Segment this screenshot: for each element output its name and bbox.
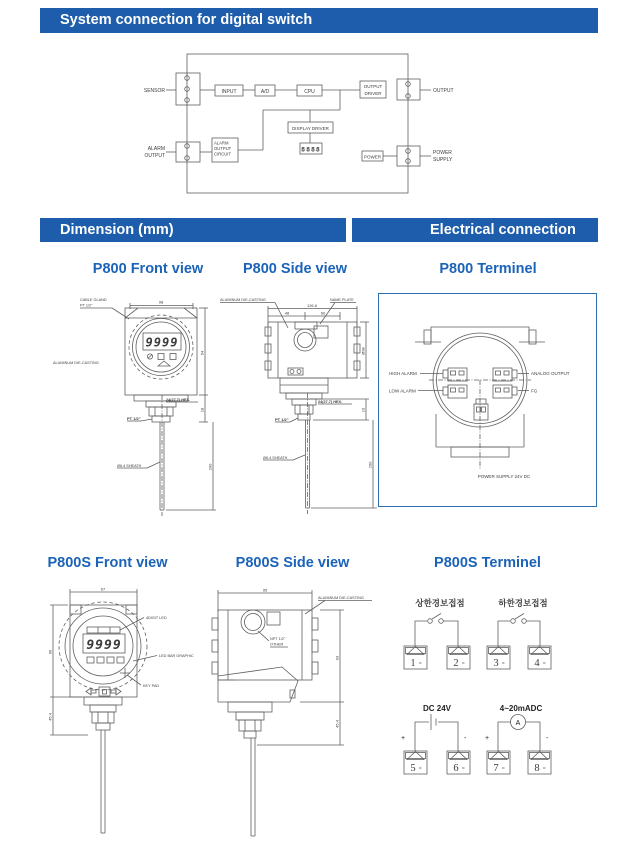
section-header-electrical-label: Electrical connection: [430, 222, 576, 238]
block-diagram-frame: [187, 54, 408, 193]
alarm-circuit-label-3: CIRCUIT: [214, 151, 231, 157]
switch-symbol-lower: [498, 614, 540, 647]
display-driver-label: DISPLAY DRIVER: [292, 126, 329, 131]
analog-output-label: ANALOG OUTPUT: [531, 371, 570, 376]
power-supply-label: POWER SUPPLY 24V DC: [477, 474, 531, 479]
sensor-label: SENSOR: [143, 88, 165, 94]
output-connector: [397, 79, 420, 100]
terminal-5: [404, 751, 427, 774]
alarm-terminal-blocks: [443, 368, 467, 398]
terminal-3: [487, 646, 510, 669]
dim-96: 96: [47, 649, 53, 655]
aluminum-label: ALUMINUM DIE-CASTING: [220, 298, 266, 302]
name-plate-label: NAME PLATE: [330, 298, 354, 302]
terminal-7-number: 7: [493, 763, 499, 774]
alarm-circuit-label-2: OUTPUT: [214, 146, 232, 151]
p800-side-drawing: [213, 288, 378, 525]
section-header-system-connection: [40, 8, 598, 33]
p800-side-title: P800 Side view: [243, 261, 347, 277]
terminal-4: [528, 646, 551, 669]
pt-label: PT 1/2": [275, 417, 289, 422]
power-label: POWER: [363, 154, 382, 160]
p800-front-drawing: [28, 288, 220, 525]
fg-label: FG: [531, 388, 538, 394]
section-header-electrical: [352, 218, 598, 242]
dim-10: 10: [360, 407, 366, 413]
terminal-4-number: 4: [534, 658, 540, 669]
minus-sign-ma: -: [546, 735, 549, 742]
hex-label: 24(27.7) HEX.: [166, 398, 191, 402]
name-plate: [314, 326, 328, 338]
led-bar-label: LED BAR GRAPHIC: [159, 654, 194, 658]
terminal-8-number: 8: [534, 763, 540, 774]
p800s-front-display-value: 9999: [86, 638, 122, 653]
p800s-side-drawing: [205, 583, 380, 841]
power-supply-label-2: SUPPLY: [433, 157, 453, 163]
pt-label: PT 1/2": [127, 416, 141, 421]
output-terminal-blocks: [493, 368, 517, 398]
terminal-2-number: 2: [453, 658, 459, 669]
output-driver-label-1: OUTPUT: [363, 84, 383, 89]
section-header-dimension: [40, 218, 346, 242]
p800s-terminal-drawing: [393, 588, 608, 828]
p800-front-title: P800 Front view: [92, 261, 204, 277]
aluminum-label: ALUMINUM DIE-CASTING: [318, 596, 364, 600]
dim-64: 64: [199, 350, 205, 356]
p800-terminal-title: P800 Terminel: [439, 261, 537, 277]
terminal-6-number: 6: [453, 763, 459, 774]
dim-48: 48: [284, 310, 290, 316]
p800s-side-title: P800S Side view: [235, 555, 350, 571]
terminal-7: [487, 751, 510, 774]
dim-126-6: 126.6: [306, 303, 318, 308]
p800-front-body: [125, 308, 197, 395]
input-label: INPUT: [221, 89, 237, 95]
alarm-output-label-2: OUTPUT: [144, 153, 165, 159]
terminal-3-number: 3: [493, 658, 499, 669]
p800s-front-title: P800S Front view: [47, 555, 168, 571]
p800-terminal-drawing: [379, 294, 595, 505]
sheath-label: Ø6.4 SHEATH: [117, 464, 142, 468]
section-header-system-connection-label: System connection for digital switch: [60, 12, 313, 28]
plus-sign-dc: +: [401, 735, 406, 742]
p800-front-display-value: 9999: [145, 335, 179, 350]
dim-60: 60: [320, 310, 326, 316]
block-diagram: [130, 50, 470, 200]
ad-label: A/D: [260, 89, 270, 95]
cable-gland-label-2: PT 1/2": [80, 303, 93, 308]
cable-gland-label-1: CABLE GLAND: [80, 298, 107, 302]
cpu-label: CPU: [304, 89, 315, 95]
lower-alarm-contact-label: 하한경보접점: [498, 598, 548, 608]
dim-200: 200: [367, 461, 373, 469]
power-connector: [397, 146, 420, 166]
dim-93: 93: [334, 655, 340, 661]
minus-sign-dc: -: [464, 735, 467, 742]
dim-200: 200: [207, 463, 213, 471]
key-pad-label: KEY PAD: [143, 684, 160, 688]
dim-dia-98: Ø98: [360, 347, 366, 355]
npt-label-2: OTHER: [270, 642, 284, 647]
ammeter-letter: A: [515, 720, 521, 727]
p800s-terminal-title: P800S Terminel: [434, 555, 541, 571]
aluminum-label: ALUMINUM DIE-CASTING: [53, 361, 99, 365]
battery-symbol: [415, 714, 458, 751]
alarm-circuit-label-1: ALARM: [214, 140, 229, 146]
dim-95: 95: [262, 587, 268, 593]
terminal-2: [447, 646, 470, 669]
terminal-5-number: 5: [410, 763, 416, 774]
dim-45-4: 45.4: [334, 720, 340, 728]
power-terminal-block: [474, 399, 488, 420]
output-label: OUTPUT: [433, 88, 454, 94]
ma-label: 4~20mADC: [499, 704, 543, 713]
power-supply-label-1: POWER: [433, 150, 452, 156]
sensor-connector: [176, 73, 200, 105]
output-driver-label-2: DRIVER: [364, 91, 382, 96]
terminal-6: [447, 751, 470, 774]
p800s-front-drawing: [30, 583, 220, 841]
alarm-output-label-1: ALARM: [147, 146, 165, 152]
upper-alarm-contact-label: 상한경보접점: [415, 598, 465, 608]
terminal-1: [404, 646, 427, 669]
sheath-label: Ø6.4 SHEATH: [263, 456, 288, 460]
terminal-1-number: 1: [410, 658, 416, 669]
dim-67: 67: [100, 586, 106, 592]
dim-18: 18: [199, 407, 205, 413]
plus-sign-ma: +: [485, 735, 490, 742]
keypad: [86, 687, 121, 696]
digit-led-label: 4DIGIT LED: [146, 616, 167, 620]
p800-terminal-panel: [378, 293, 597, 507]
hex-label: 24(27.7) HEX.: [318, 400, 343, 404]
dc24v-label: DC 24V: [422, 704, 452, 713]
npt-label-1: NPT 1/2": [270, 637, 286, 641]
switch-symbol-upper: [415, 614, 458, 647]
dim-45-4: 45.4: [47, 713, 53, 721]
dim-98: 98: [158, 299, 164, 305]
low-alarm-label: LOW ALARM: [389, 388, 416, 394]
alarm-connector: [176, 142, 200, 162]
p800-side-housing: [268, 322, 357, 378]
high-alarm-label: HIGH ALARM: [389, 371, 417, 376]
terminal-8: [528, 751, 551, 774]
display-readout-value: 8888: [301, 145, 321, 154]
section-header-dimension-label: Dimension (mm): [60, 222, 174, 238]
